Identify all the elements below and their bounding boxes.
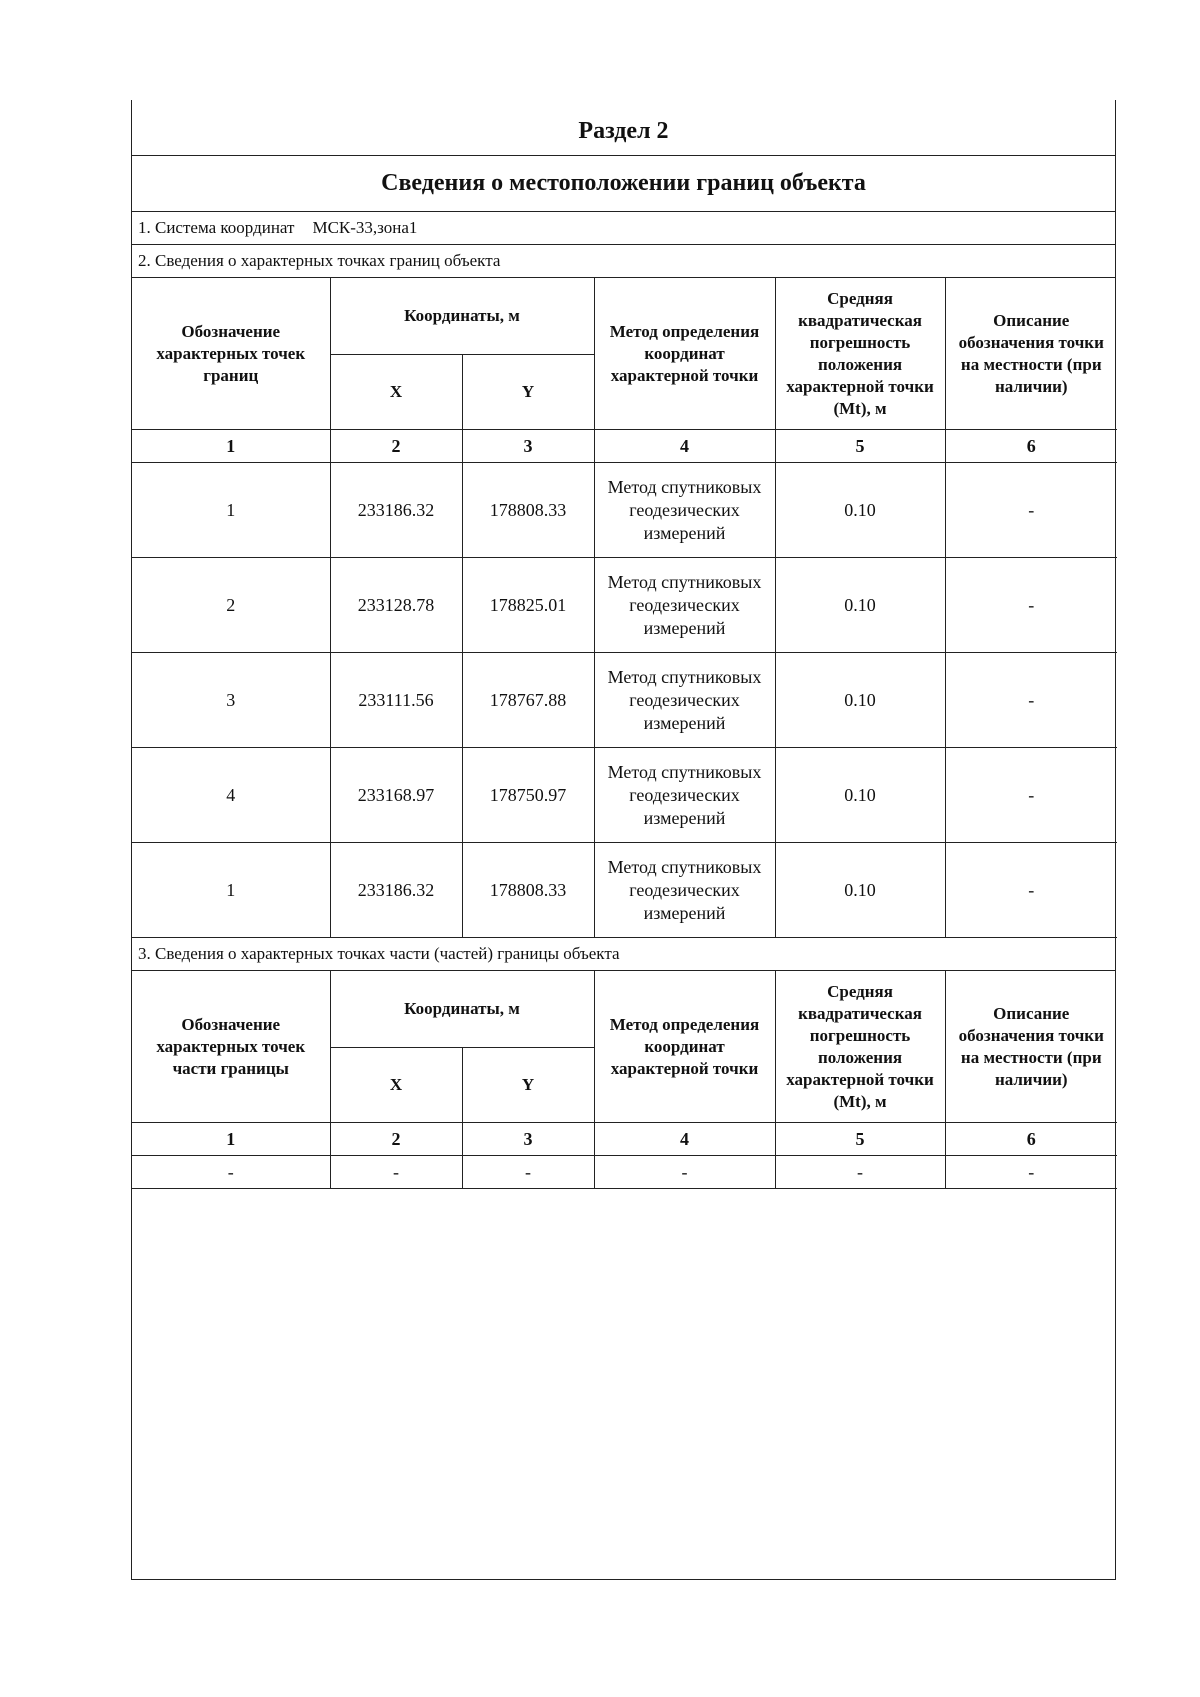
coordinate-system-row bbox=[132, 212, 1115, 245]
column-number: 6 bbox=[945, 1123, 1117, 1156]
table-row bbox=[132, 558, 1117, 653]
table-row bbox=[132, 1156, 1117, 1189]
description: - bbox=[945, 653, 1117, 748]
y-coordinate: 178808.33 bbox=[462, 463, 594, 558]
method: Метод спутниковых геодезических измерений bbox=[594, 558, 775, 653]
y-coordinate: 178750.97 bbox=[462, 748, 594, 843]
header-designation: Обозначение характерных точек части границы bbox=[132, 971, 330, 1123]
point-id: - bbox=[132, 1156, 330, 1189]
header-description: Описание обозначения точки на местности (при наличии) bbox=[945, 278, 1117, 430]
table-row bbox=[132, 843, 1117, 938]
method: - bbox=[594, 1156, 775, 1189]
coordinate-system-label: 1. Система координат bbox=[138, 218, 295, 237]
header-method: Метод определения координат характерной точки bbox=[594, 971, 775, 1123]
column-number: 2 bbox=[330, 430, 462, 463]
boundary-points-table bbox=[132, 278, 1117, 938]
header-designation: Обозначение характерных точек границ bbox=[132, 278, 330, 430]
x-coordinate: - bbox=[330, 1156, 462, 1189]
header-coordinates: Координаты, м bbox=[330, 278, 594, 355]
header-coordinates: Координаты, м bbox=[330, 971, 594, 1048]
column-number: 5 bbox=[775, 430, 945, 463]
column-number: 5 bbox=[775, 1123, 945, 1156]
point-id: 2 bbox=[132, 558, 330, 653]
column-number: 1 bbox=[132, 1123, 330, 1156]
header-y: Y bbox=[462, 355, 594, 430]
method: Метод спутниковых геодезических измерений bbox=[594, 843, 775, 938]
error-value: 0.10 bbox=[775, 843, 945, 938]
method: Метод спутниковых геодезических измерений bbox=[594, 653, 775, 748]
x-coordinate: 233111.56 bbox=[330, 653, 462, 748]
error-value: - bbox=[775, 1156, 945, 1189]
description: - bbox=[945, 463, 1117, 558]
y-coordinate: 178767.88 bbox=[462, 653, 594, 748]
method: Метод спутниковых геодезических измерений bbox=[594, 748, 775, 843]
points-section-title: 2. Сведения о характерных точках границ объекта bbox=[132, 245, 1115, 278]
x-coordinate: 233168.97 bbox=[330, 748, 462, 843]
header-description: Описание обозначения точки на местности (при наличии) bbox=[945, 971, 1117, 1123]
table-row bbox=[132, 748, 1117, 843]
document-title: Сведения о местоположении границ объекта bbox=[132, 156, 1115, 212]
description: - bbox=[945, 558, 1117, 653]
x-coordinate: 233186.32 bbox=[330, 843, 462, 938]
error-value: 0.10 bbox=[775, 558, 945, 653]
table-row bbox=[132, 463, 1117, 558]
point-id: 1 bbox=[132, 463, 330, 558]
column-number-row bbox=[132, 430, 1117, 463]
coordinate-system-value: МСК-33,зона1 bbox=[312, 218, 418, 237]
x-coordinate: 233128.78 bbox=[330, 558, 462, 653]
header-y: Y bbox=[462, 1048, 594, 1123]
point-id: 1 bbox=[132, 843, 330, 938]
x-coordinate: 233186.32 bbox=[330, 463, 462, 558]
column-number: 4 bbox=[594, 430, 775, 463]
header-error: Средняя квадратическая погрешность положения характерной точки (Mt), м bbox=[775, 971, 945, 1123]
part-section-title: 3. Сведения о характерных точках части (частей) границы объекта bbox=[132, 938, 1115, 971]
y-coordinate: 178825.01 bbox=[462, 558, 594, 653]
column-number: 3 bbox=[462, 1123, 594, 1156]
description: - bbox=[945, 843, 1117, 938]
part-boundary-points-table bbox=[132, 971, 1117, 1189]
description: - bbox=[945, 1156, 1117, 1189]
table-row bbox=[132, 653, 1117, 748]
error-value: 0.10 bbox=[775, 653, 945, 748]
header-method: Метод определения координат характерной точки bbox=[594, 278, 775, 430]
section-title: Раздел 2 bbox=[132, 100, 1115, 156]
y-coordinate: - bbox=[462, 1156, 594, 1189]
point-id: 3 bbox=[132, 653, 330, 748]
column-number: 1 bbox=[132, 430, 330, 463]
error-value: 0.10 bbox=[775, 463, 945, 558]
column-number: 4 bbox=[594, 1123, 775, 1156]
header-error: Средняя квадратическая погрешность положения характерной точки (Mt), м bbox=[775, 278, 945, 430]
column-number-row bbox=[132, 1123, 1117, 1156]
description: - bbox=[945, 748, 1117, 843]
header-x: X bbox=[330, 355, 462, 430]
point-id: 4 bbox=[132, 748, 330, 843]
document-frame bbox=[131, 100, 1116, 1580]
method: Метод спутниковых геодезических измерений bbox=[594, 463, 775, 558]
column-number: 2 bbox=[330, 1123, 462, 1156]
y-coordinate: 178808.33 bbox=[462, 843, 594, 938]
column-number: 6 bbox=[945, 430, 1117, 463]
column-number: 3 bbox=[462, 430, 594, 463]
error-value: 0.10 bbox=[775, 748, 945, 843]
header-x: X bbox=[330, 1048, 462, 1123]
